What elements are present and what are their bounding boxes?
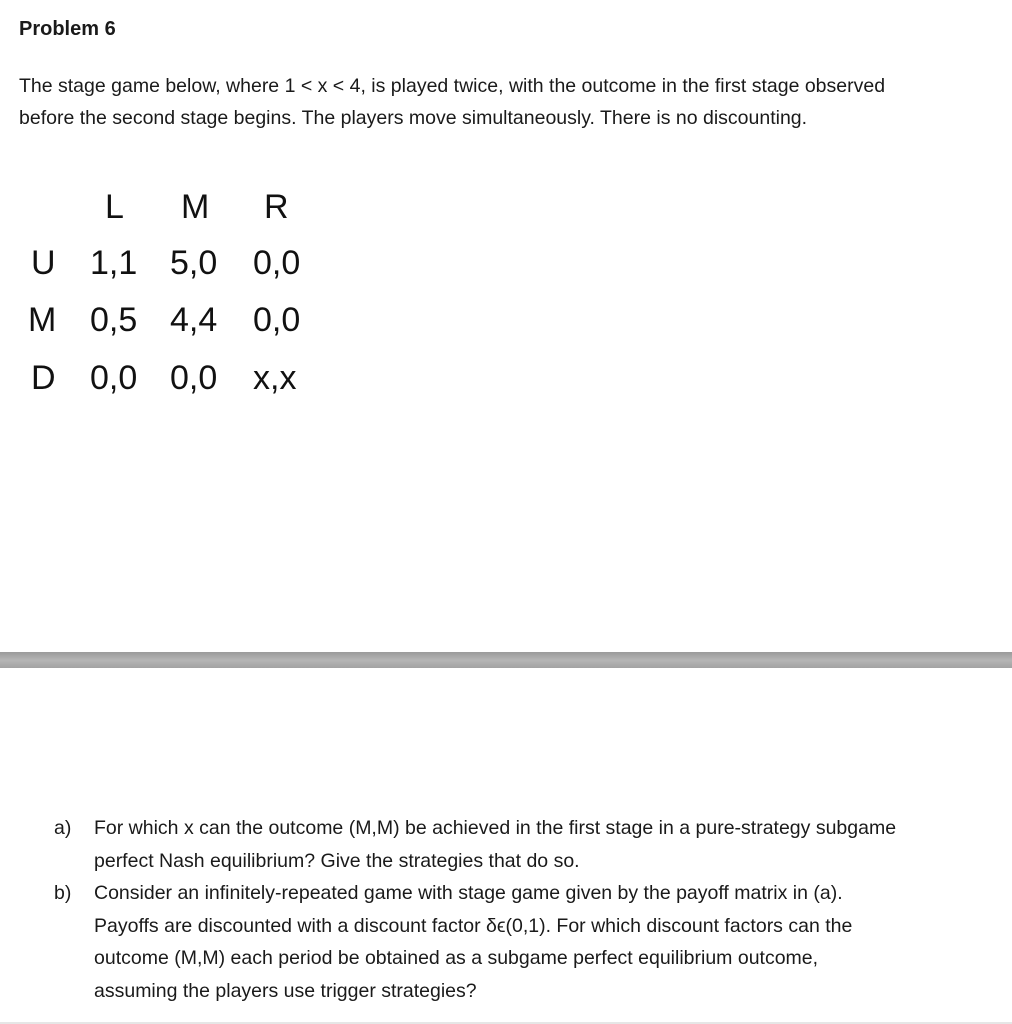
question-line: perfect Nash equilibrium? Give the strategies that do so. bbox=[94, 849, 580, 872]
question-a bbox=[0, 812, 1012, 877]
question-text bbox=[94, 877, 974, 1007]
column-header-m: M bbox=[181, 188, 210, 226]
question-list bbox=[0, 812, 1012, 1007]
payoff-cell: 0,0 bbox=[90, 359, 138, 397]
column-header-l: L bbox=[105, 188, 124, 226]
payoff-cell: 1,1 bbox=[90, 244, 138, 282]
payoff-cell: 0,0 bbox=[170, 359, 218, 397]
row-label-m: M bbox=[28, 301, 57, 339]
question-text bbox=[94, 812, 974, 877]
row-label-d: D bbox=[31, 359, 56, 397]
intro-line-2: before the second stage begins. The players move simultaneously. There is no discounting. bbox=[19, 107, 808, 129]
problem-title: Problem 6 bbox=[19, 18, 116, 40]
payoff-cell: 0,5 bbox=[90, 301, 138, 339]
question-line: outcome (M,M) each period be obtained as a subgame perfect equilibrium outcome, bbox=[94, 947, 819, 969]
question-marker: a) bbox=[54, 817, 72, 839]
question-line: For which x can the outcome (M,M) be achieved in the first stage in a pure-strategy subgame bbox=[94, 817, 897, 839]
row-label-u: U bbox=[31, 244, 56, 282]
question-line: assuming the players use trigger strategies? bbox=[94, 979, 477, 1002]
payoff-cell: 5,0 bbox=[170, 244, 218, 282]
payoff-cell: 0,0 bbox=[253, 301, 301, 339]
problem-intro bbox=[19, 70, 979, 134]
payoff-cell: 4,4 bbox=[170, 301, 218, 339]
column-header-r: R bbox=[264, 188, 289, 226]
intro-line-1: The stage game below, where 1 < x < 4, is played twice, with the outcome in the first stage observed bbox=[19, 75, 886, 97]
payoff-cell: 0,0 bbox=[253, 244, 301, 282]
question-line: Payoffs are discounted with a discount factor δϵ(0,1). For which discount factors can the bbox=[94, 914, 853, 937]
question-b bbox=[0, 877, 1012, 1007]
payoff-cell: x,x bbox=[253, 359, 297, 397]
question-line: Consider an infinitely-repeated game with stage game given by the payoff matrix in (a). bbox=[94, 882, 843, 904]
question-marker: b) bbox=[54, 882, 72, 904]
section-divider bbox=[0, 652, 1012, 668]
